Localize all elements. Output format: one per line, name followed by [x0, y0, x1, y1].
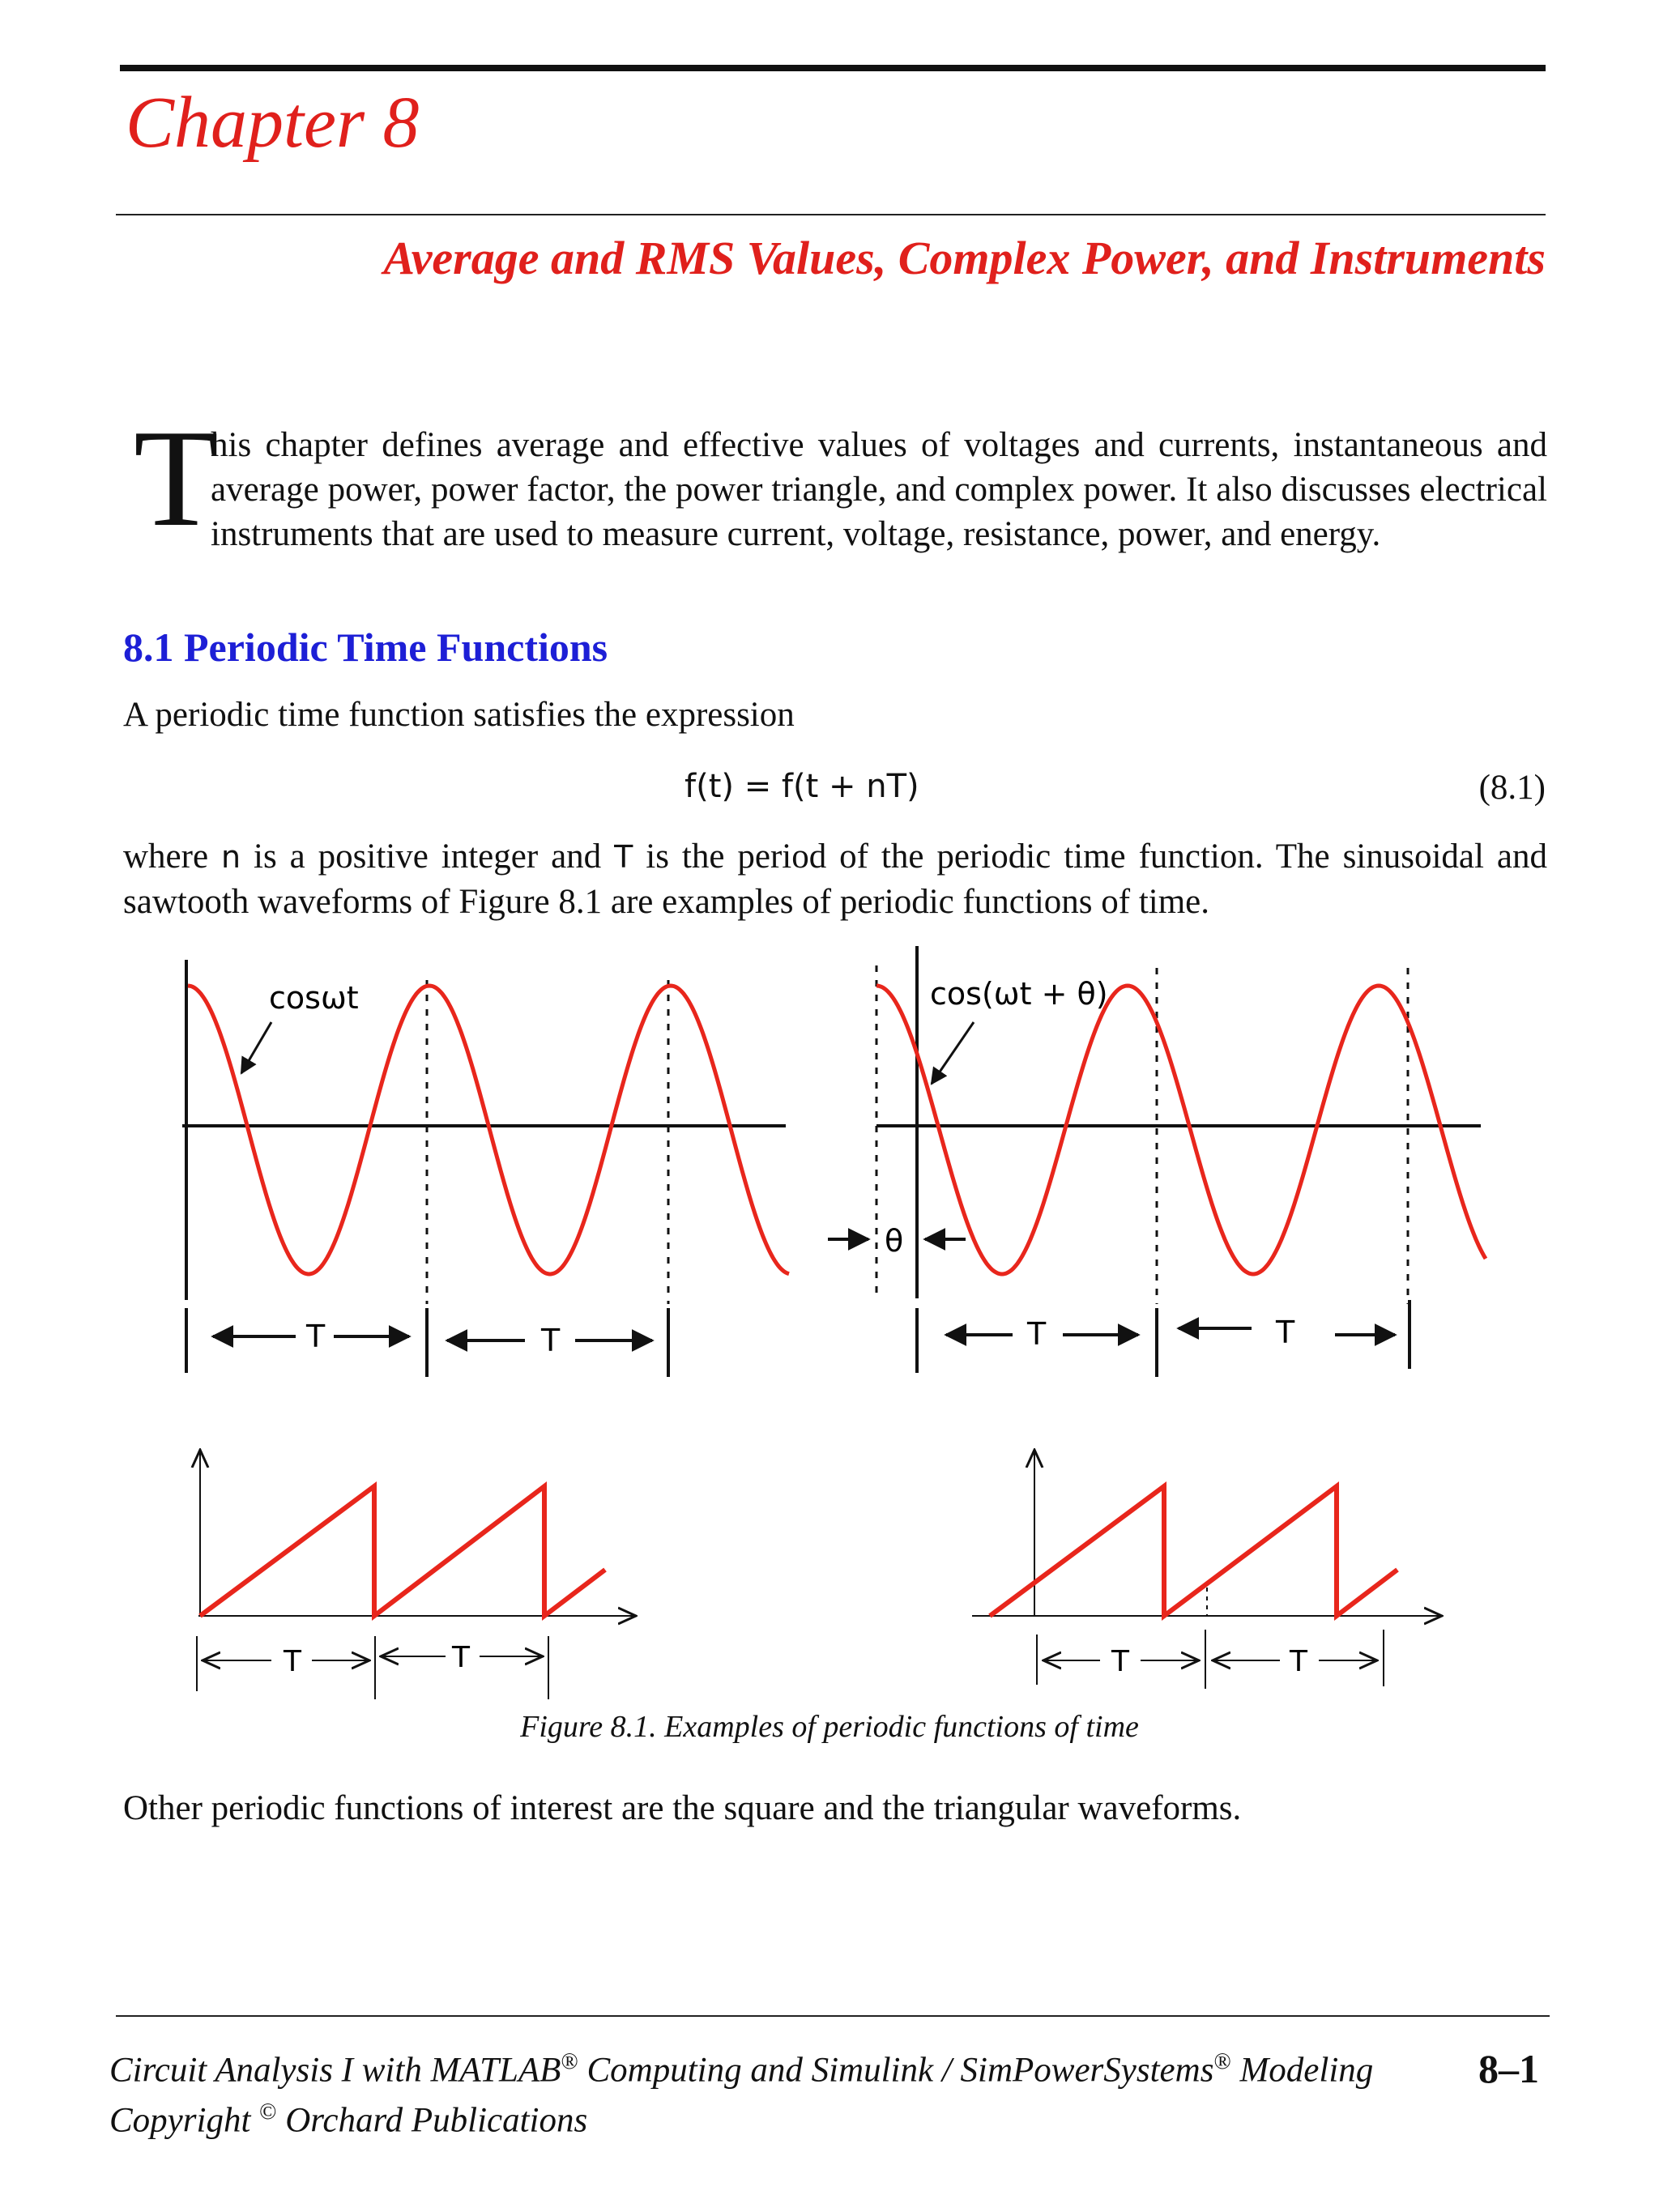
sawtooth-period-label-2: T [452, 1641, 470, 1674]
cosine-plot [182, 960, 789, 1377]
symbol-T: T [614, 839, 633, 875]
copyright-text: Copyright [109, 2101, 251, 2140]
paragraph-definition: A periodic time function satisfies the expression [123, 696, 795, 734]
paragraph-other-waveforms: Other periodic functions of interest are the square and the triangular waveforms. [123, 1789, 1242, 1827]
cosine-label: cosωt [269, 980, 359, 1016]
shifted-cosine-plot [828, 946, 1486, 1377]
footer-title-b: Computing and Simulink / SimPowerSystems [578, 2051, 1214, 2090]
chapter-title: Chapter 8 [126, 83, 420, 163]
shifted-sawtooth-period-label-1: T [1111, 1645, 1129, 1678]
para2-text-c: is the period of the periodic time function. The sinusoidal and sawtooth waveforms of Figure 8.1 are examples of periodic functions of time. [123, 837, 1547, 921]
publisher: Orchard Publications [276, 2101, 588, 2140]
page-number: 8–1 [1478, 2046, 1539, 2091]
footer-book-title [109, 2049, 1373, 2090]
sawtooth-period-label-1: T [284, 1645, 301, 1678]
footer-title-c: Modeling [1230, 2051, 1374, 2090]
shifted-cosine-label: cos(ωt + θ) [930, 976, 1108, 1012]
chapter-subtitle: Average and RMS Values, Complex Power, and Instruments [383, 232, 1546, 284]
footer-rule [116, 2015, 1550, 2017]
shifted-period-label-2: T [1276, 1315, 1295, 1350]
sawtooth-plot [197, 1450, 636, 1699]
copyright-symbol: © [259, 2099, 277, 2125]
para2-text-b: is a positive integer and [241, 837, 615, 876]
cosine-curve [188, 986, 789, 1274]
cosine-label-arrow [241, 1022, 271, 1073]
footer-copyright [109, 2099, 587, 2140]
equation-8-1: f(t) = f(t + nT) [684, 768, 919, 805]
drop-cap: T [134, 402, 220, 556]
intro-paragraph: his chapter defines average and effective values of voltages and currents, instantaneous and average power, power factor, the power triangle, and complex power. It also discusses electrical instruments that are used to measure current, voltage, resistance, power, and energy. [211, 426, 1547, 553]
equation-number: (8.1) [1478, 769, 1546, 807]
shifted-sawtooth-plot [972, 1450, 1442, 1689]
figure-caption: Figure 8.1. Examples of periodic functions of time [520, 1710, 1139, 1744]
theta-label: θ [885, 1223, 904, 1259]
shifted-sawtooth-wave [990, 1486, 1397, 1616]
section-heading: 8.1 Periodic Time Functions [123, 624, 608, 670]
sawtooth-wave [200, 1486, 605, 1616]
shifted-period-label-1: T [1027, 1316, 1047, 1352]
period-label-2: T [541, 1323, 561, 1358]
shifted-sawtooth-period-label-2: T [1290, 1645, 1307, 1678]
shifted-label-arrow [932, 1022, 974, 1084]
registered-mark-1: ® [561, 2049, 578, 2074]
footer-title-a: Circuit Analysis I with MATLAB [109, 2051, 561, 2090]
registered-mark-2: ® [1213, 2049, 1231, 2074]
para2-text-a: where [123, 837, 221, 876]
period-label-1: T [306, 1319, 326, 1354]
symbol-n: n [220, 839, 241, 875]
